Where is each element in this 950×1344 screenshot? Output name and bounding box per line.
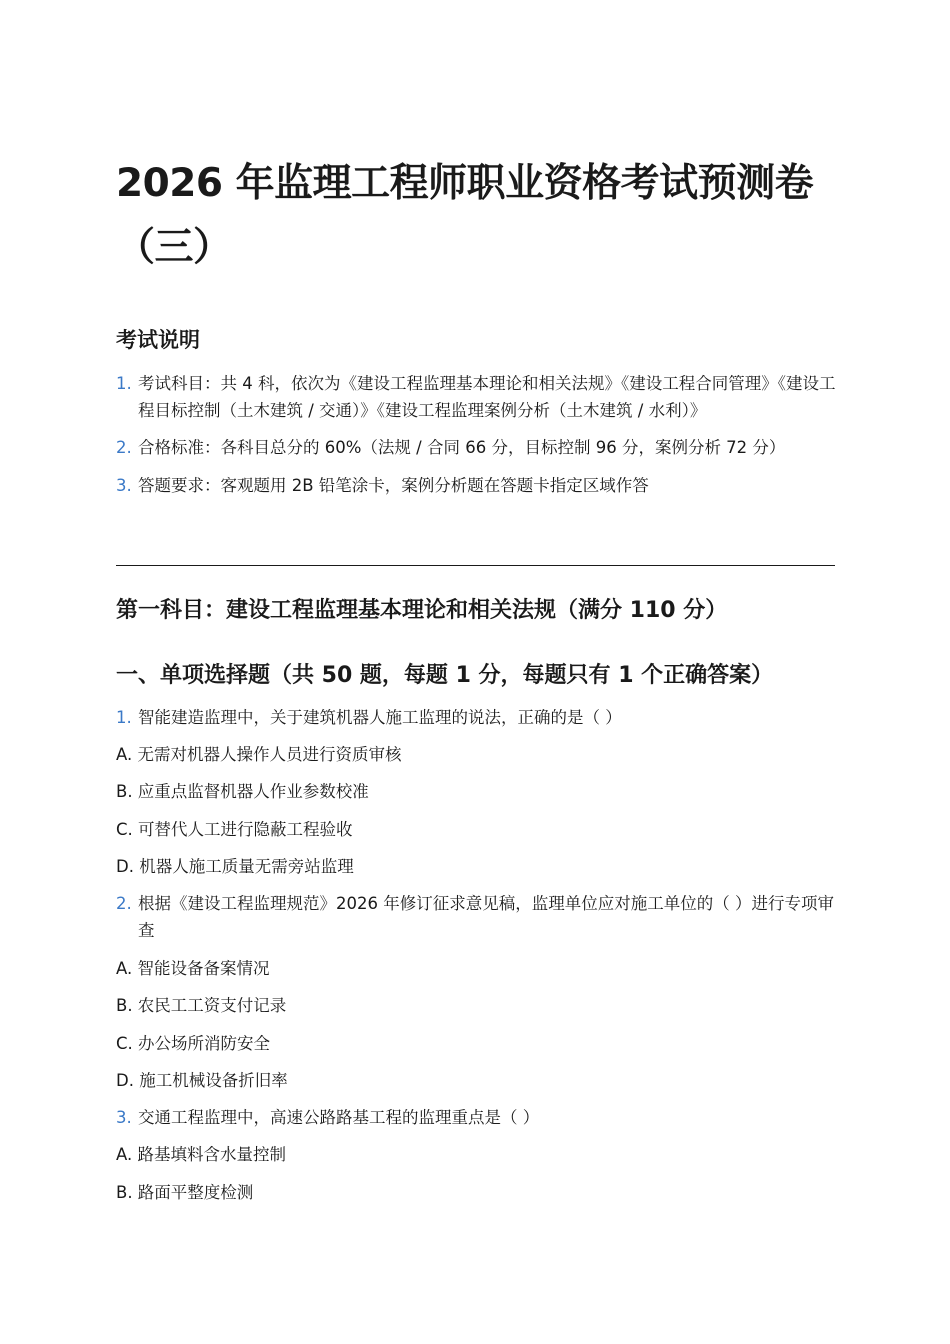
exam-note-item <box>116 434 836 461</box>
exam-note-text: 答题要求：客观题用 2B 铅笔涂卡，案例分析题在答题卡指定区域作答 <box>138 476 649 495</box>
question-text: 根据《建设工程监理规范》2026 年修订征求意见稿，监理单位应对施工单位的（ ）进行专项审查 <box>138 894 834 940</box>
section-divider <box>116 565 835 566</box>
answer-option: A. 无需对机器人操作人员进行资质审核 <box>116 745 402 764</box>
list-number: 1. <box>116 374 132 393</box>
document-title: 2026 年监理工程师职业资格考试预测卷（三） <box>116 161 814 270</box>
question-item <box>116 1104 836 1131</box>
answer-option: D. 施工机械设备折旧率 <box>116 1071 288 1090</box>
exam-note-item <box>116 472 836 499</box>
answer-option: A. 智能设备备案情况 <box>116 959 270 978</box>
answer-option: A. 路基填料含水量控制 <box>116 1145 286 1164</box>
answer-option: B. 农民工工资支付记录 <box>116 996 287 1015</box>
exam-notes-heading: 考试说明 <box>116 328 200 352</box>
list-number: 3. <box>116 476 132 495</box>
section-heading: 一、单项选择题（共 50 题，每题 1 分，每题只有 1 个正确答案） <box>116 663 774 688</box>
answer-option: B. 路面平整度检测 <box>116 1183 254 1202</box>
exam-note-item <box>116 370 836 424</box>
answer-option: C. 办公场所消防安全 <box>116 1034 271 1053</box>
subject-heading: 第一科目：建设工程监理基本理论和相关法规（满分 110 分） <box>116 598 728 623</box>
question-text: 智能建造监理中，关于建筑机器人施工监理的说法，正确的是（ ） <box>138 708 622 727</box>
list-number: 2. <box>116 438 132 457</box>
answer-option: C. 可替代人工进行隐蔽工程验收 <box>116 820 353 839</box>
question-number: 1. <box>116 708 132 727</box>
exam-note-text: 考试科目：共 4 科，依次为《建设工程监理基本理论和相关法规》《建设工程合同管理》《建设工程目标控制（土木建筑 / 交通）》《建设工程监理案例分析（土木建筑 / 水利）》 <box>138 374 836 420</box>
exam-note-text: 合格标准：各科目总分的 60%（法规 / 合同 66 分，目标控制 96 分，案例分析 72 分） <box>138 438 786 457</box>
question-number: 3. <box>116 1108 132 1127</box>
question-number: 2. <box>116 894 132 913</box>
question-item <box>116 704 836 731</box>
answer-option: B. 应重点监督机器人作业参数校准 <box>116 782 369 801</box>
answer-option: D. 机器人施工质量无需旁站监理 <box>116 857 354 876</box>
question-text: 交通工程监理中，高速公路路基工程的监理重点是（ ） <box>138 1108 540 1127</box>
question-item <box>116 890 836 944</box>
